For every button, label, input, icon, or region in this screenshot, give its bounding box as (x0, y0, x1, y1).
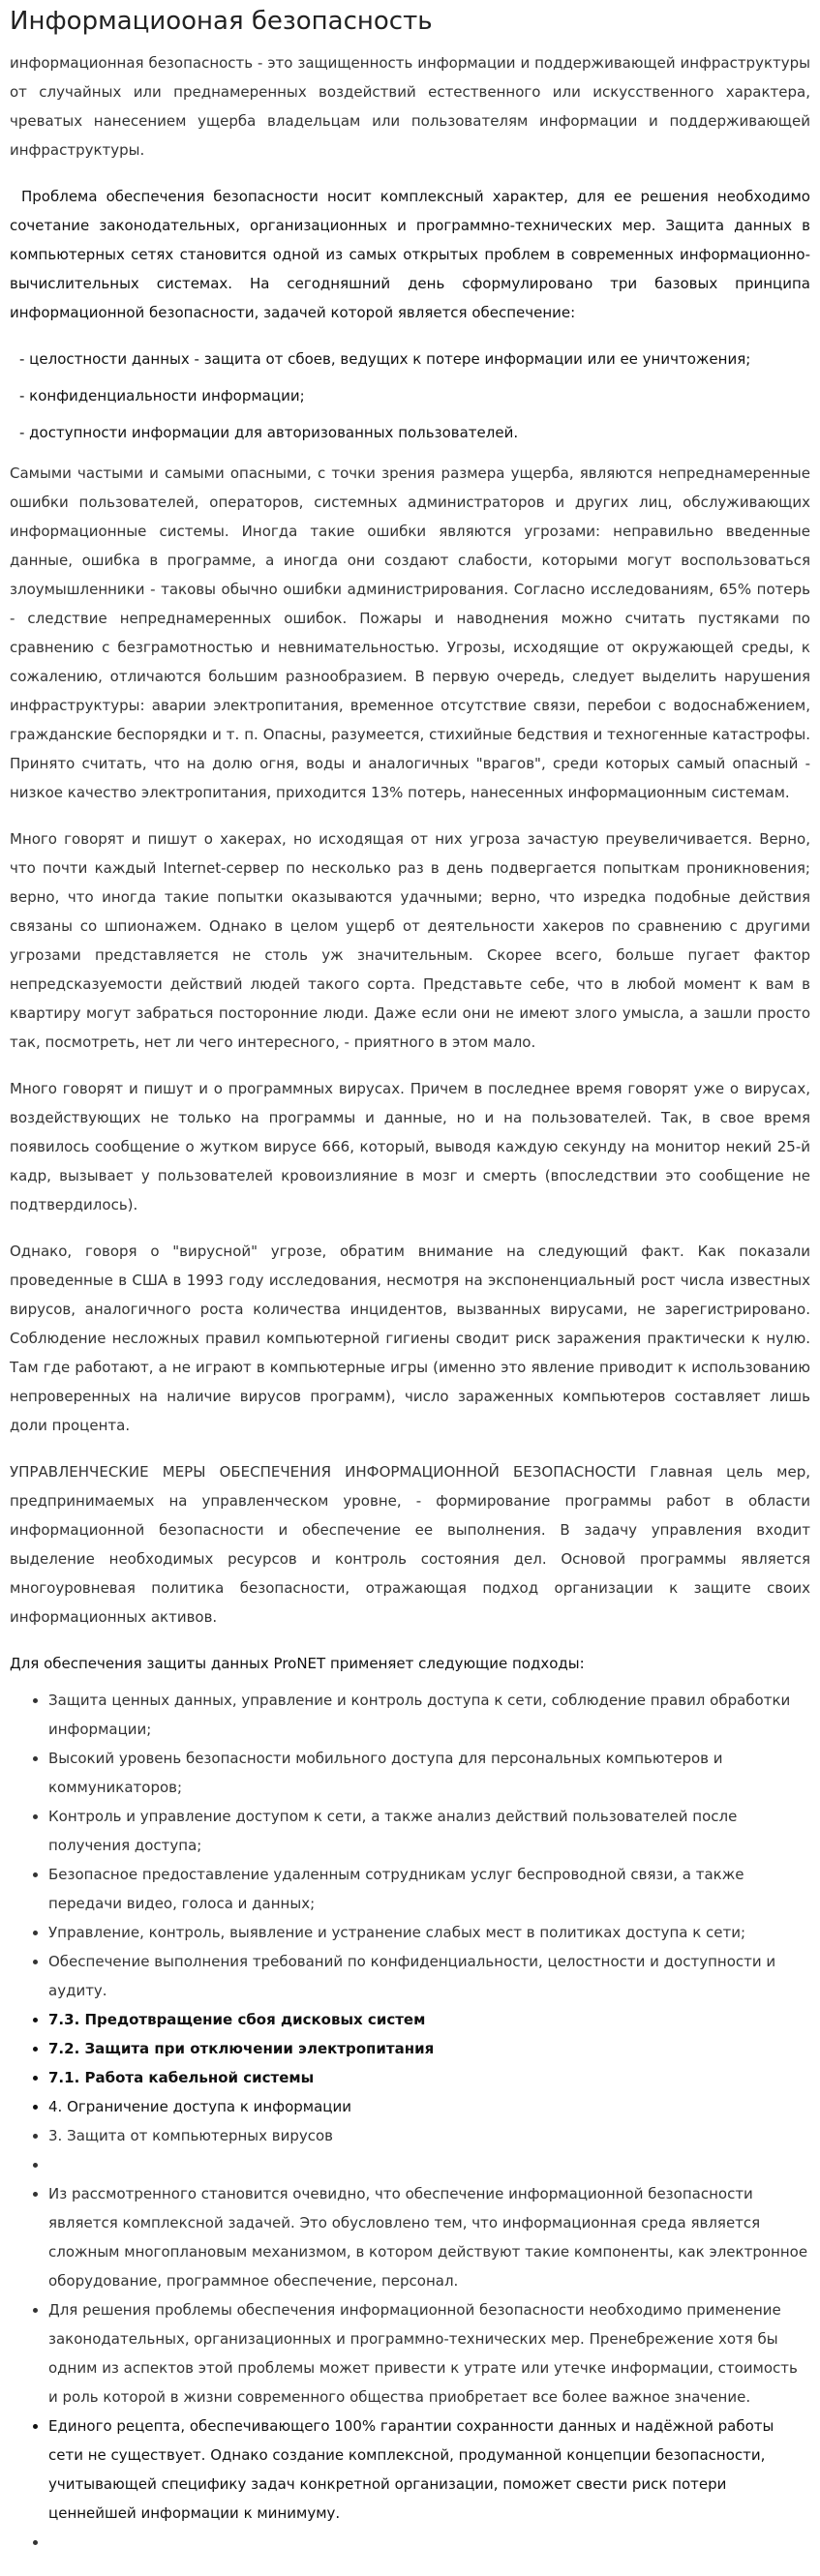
errors-paragraph: Самыми частыми и самыми опасными, с точки зрения размера ущерба, являются непреднамеренные ошибки пользователей, операторов, системных администраторов и других лиц, обслуживающих информационные системы. Иногда такие ошибки являются угрозами: неправильно введенные данные, ошибка в программе, а иногда они создают слабости, которыми могут воспользоваться злоумышленники - таковы обычно ошибки администрирования. Согласно исследованиям, 65% потерь - следствие непреднамеренных ошибок. Пожары и наводнения можно считать пустяками по сравнению с безграмотностью и невнимательностью. Угрозы, исходящие от окружающей среды, к сожалению, отличаются большим разнообразием. В первую очередь, следует выделить нарушения инфраструктуры: аварии электропитания, временное отсутствие связи, перебои с водоснабжением, гражданские беспорядки и т. п. Опасны, разумеется, стихийные бедствия и техногенные катастрофы. Принято считать, что на долю огня, воды и аналогичных "врагов", среди которых самый опасный - низкое качество электропитания, приходится 13% потерь, нанесенных информационным системам. (10, 464, 810, 801)
approach-item: • 3. Защита от компьютерных вирусов (48, 2121, 810, 2150)
approach-item: • Управление, контроль, выявление и устранение слабых мест в политиках доступа к сети; (48, 1918, 810, 1947)
approach-item: • 7.3. Предотвращение сбоя дисковых систем (48, 2005, 810, 2034)
principle-item: - конфиденциальности информации; (19, 387, 305, 404)
approaches-list (10, 1686, 810, 2557)
approach-item (48, 2528, 810, 2557)
approach-item: • Высокий уровень безопасности мобильного доступа для персональных компьютеров и коммуникаторов; (48, 1744, 810, 1802)
principle-item: - доступности информации для авторизованных пользователей. (19, 424, 519, 441)
approach-item: • Для решения проблемы обеспечения информационной безопасности необходимо применение законодательных, организационных и программно-технических мер. Пренебрежение хотя бы одним из аспектов этой проблемы может привести к утрате или утечке информации, стоимость и роль которой в жизни современного общества приобретает все более важное значение. (48, 2295, 810, 2411)
approach-item: • Из рассмотренного становится очевидно, что обеспечение информационной безопасности является комплексной задачей. Это обусловлено тем, что информационная среда является сложным многоплановым механизмом, в котором действуют такие компоненты, как электронное оборудование, программное обеспечение, персонал. (48, 2179, 810, 2295)
approach-item: • 7.2. Защита при отключении электропитания (48, 2034, 810, 2063)
principle-item: - целостности данных - защита от сбоев, ведущих к потере информации или ее уничтожения; (19, 350, 751, 368)
viruses-paragraph: Много говорят и пишут и о программных вирусах. Причем в последнее время говорят уже о вирусах, воздействующих не только на программы и данные, но и на пользователей. Так, в свое время появилось сообщение о жутком вирусе 666, который, выводя каждую секунду на монитор некий 25-й кадр, вызывает у пользователей кровоизлияние в мозг и смерть (впоследствии это сообщение не подтвердилось). (10, 1080, 810, 1213)
approach-item: • Единого рецепта, обеспечивающего 100% гарантии сохранности данных и надёжной работы сети не существует. Однако создание комплексной, продуманной концепции безопасности, учитывающей специфику задач конкретной организации, поможет свести риск потери ценнейшей информации к минимуму. (48, 2411, 810, 2528)
management-paragraph: УПРАВЛЕНЧЕСКИЕ МЕРЫ ОБЕСПЕЧЕНИЯ ИНФОРМАЦИОННОЙ БЕЗОПАСНОСТИ Главная цель мер, предпринимаемых на управленческом уровне, - формирование программы работ в области информационной безопасности и обеспечение ее выполнения. В задачу управления входит выделение необходимых ресурсов и контроль состояния дел. Основой программы является многоуровневая политика безопасности, отражающая подход организации к защите своих информационных активов. (10, 1463, 810, 1626)
problem-paragraph: Проблема обеспечения безопасности носит комплексный характер, для ее решения необходимо сочетание законодательных, организационных и программно-технических мер. Защита данных в компьютерных сетях становится одной из самых открытых проблем в современных информационно-вычислительных системах. На сегодняшний день сформулировано три базовых принципа информационной безопасности, задачей которой является обеспечение: (10, 188, 810, 321)
approach-item: • Защита ценных данных, управление и контроль доступа к сети, соблюдение правил обработки информации; (48, 1686, 810, 1744)
approach-item: • Контроль и управление доступом к сети, а также анализ действий пользователей после получения доступа; (48, 1802, 810, 1860)
approaches-title: Для обеспечения защиты данных ProNET применяет следующие подходы: (10, 1655, 585, 1672)
approach-item: • 7.1. Работа кабельной системы (48, 2063, 810, 2092)
hackers-paragraph: Много говорят и пишут о хакерах, но исходящая от них угроза зачастую преувеличивается. Верно, что почти каждый Internet-сервер по несколько раз в день подвергается попыткам проникновения; верно, что иногда такие попытки оказываются удачными; верно, что изредка подобные действия связаны со шпионажем. Однако в целом ущерб от деятельности хакеров по сравнению с другими угрозами представляется не столь уж значительным. Скорее всего, больше пугает фактор непредсказуемости действий людей такого сорта. Представьте себе, что в любой момент к вам в квартиру могут забраться посторонние люди. Даже если они не имеют злого умысла, а зашли просто так, посмотреть, нет ли чего интересного, - приятного в этом мало. (10, 830, 810, 1051)
intro-paragraph: информационная безопасность - это защищенность информации и поддерживающей инфраструктуры от случайных или преднамеренных воздействий естественного или искусственного характера, чреватых нанесением ущерба владельцам или пользователям информации и поддерживающей инфраструктуры. (10, 54, 810, 159)
approach-item: • Обеспечение выполнения требований по конфиденциальности, целостности и доступности и аудиту. (48, 1947, 810, 2005)
principles-list (10, 344, 810, 447)
virus-threat-paragraph: Однако, говоря о "вирусной" угрозе, обратим внимание на следующий факт. Как показали проведенные в США в 1993 году исследования, несмотря на экспоненциальный рост числа известных вирусов, аналогичного роста количества инцидентов, вызванных вирусами, не зарегистрировано. Соблюдение несложных правил компьютерной гигиены сводит риск заражения практически к нулю. Там где работают, а не играют в компьютерные игры (именно это явление приводит к использованию непроверенных на наличие вирусов программ), число зараженных компьютеров составляет лишь доли процента. (10, 1243, 810, 1434)
approach-item (48, 2150, 810, 2179)
approach-item: • 4. Ограничение доступа к информации (48, 2092, 810, 2121)
approach-item: • Безопасное предоставление удаленным сотрудникам услуг беспроводной связи, а также передачи видео, голоса и данных; (48, 1860, 810, 1918)
page-title: Информациооная безопасность (10, 7, 433, 36)
